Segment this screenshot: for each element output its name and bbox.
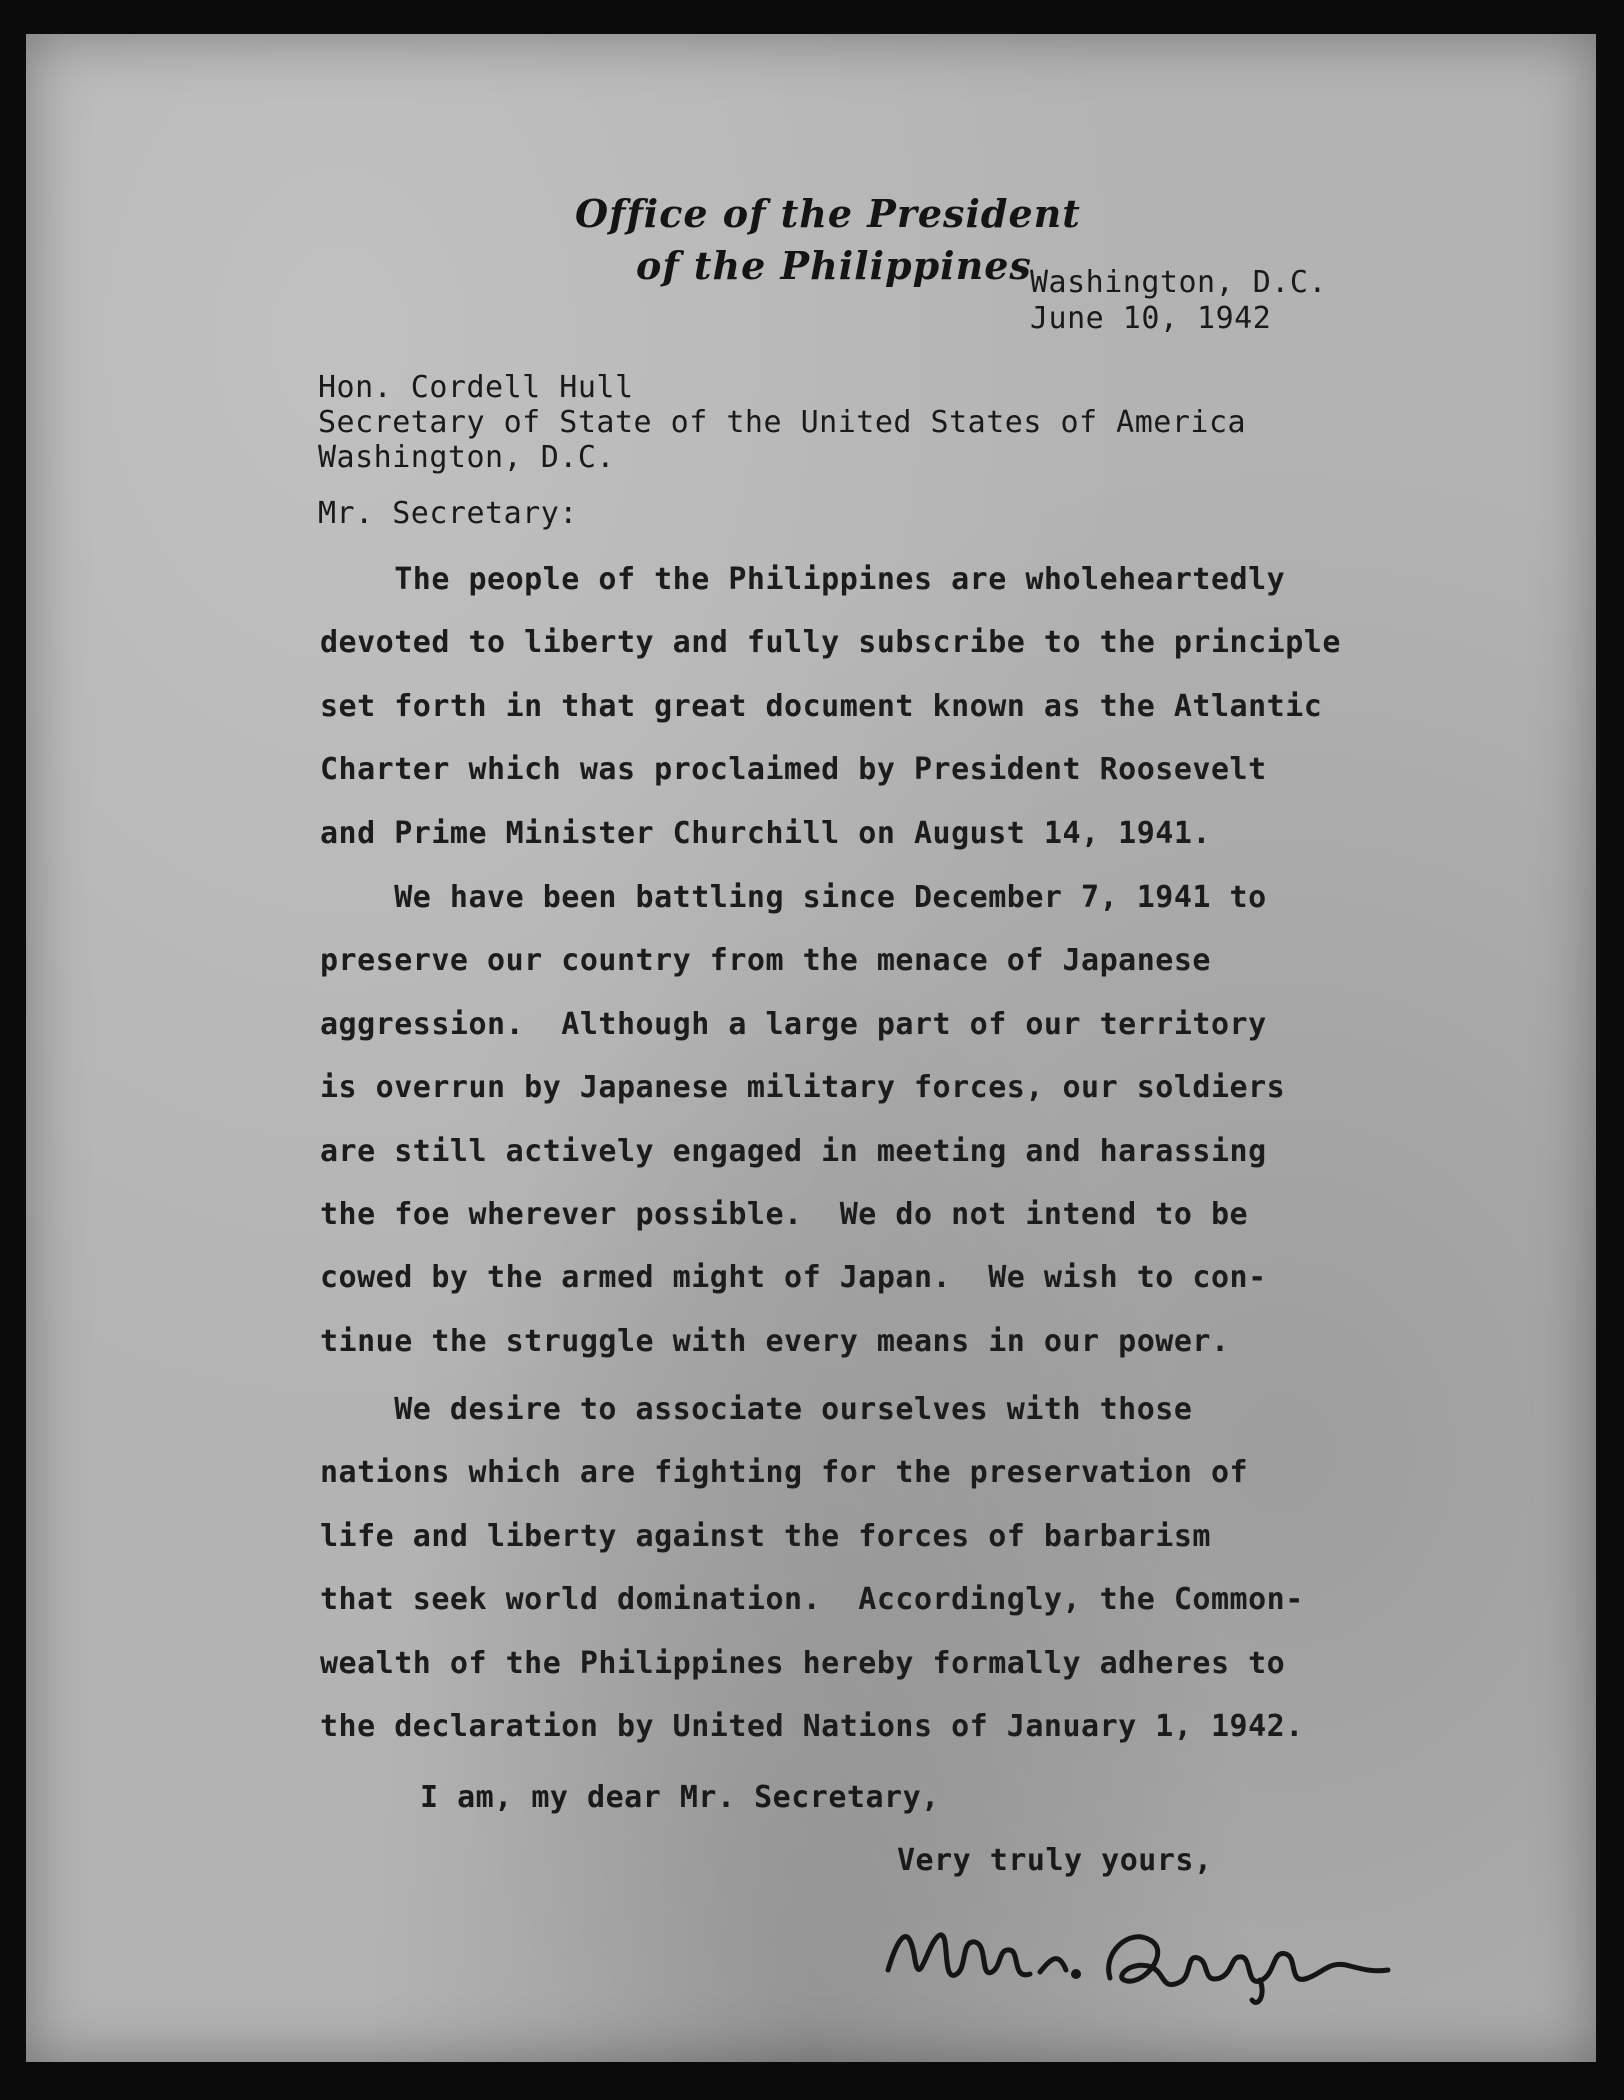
- recipient-name: Hon. Cordell Hull: [318, 370, 634, 405]
- paragraph-2: [320, 866, 1285, 1373]
- complimentary-close: Very truly yours,: [897, 1843, 1213, 1878]
- paragraph-line: tinue the struggle with every means in our power.: [320, 1323, 1230, 1359]
- recipient-address: [318, 370, 1246, 475]
- closing-line: I am, my dear Mr. Secretary,: [420, 1780, 940, 1815]
- letterhead-line-1: Office of the President: [575, 191, 1081, 236]
- signature-icon: [880, 1900, 1400, 2010]
- paragraph-line: is overrun by Japanese military forces, our soldiers: [320, 1070, 1286, 1106]
- paragraph-3: [320, 1378, 1304, 1758]
- salutation: Mr. Secretary:: [318, 496, 578, 531]
- paragraph-line: set forth in that great document known as the Atlantic: [320, 688, 1323, 724]
- recipient-city: Washington, D.C.: [318, 440, 615, 475]
- paragraph-line: nations which are fighting for the preservation of: [320, 1455, 1249, 1491]
- recipient-title: Secretary of State of the United States of America: [318, 405, 1247, 440]
- paragraph-line: aggression. Although a large part of our territory: [320, 1006, 1267, 1042]
- dateline-place: Washington, D.C.: [1030, 265, 1327, 300]
- paragraph-1: [320, 548, 1341, 865]
- paragraph-line: the foe wherever possible. We do not intend to be: [320, 1197, 1249, 1233]
- paragraph-line: We have been battling since December 7, 1941 to: [320, 880, 1267, 915]
- paragraph-line: The people of the Philippines are wholeheartedly: [320, 562, 1286, 597]
- dateline: [1030, 265, 1327, 337]
- paragraph-line: preserve our country from the menace of Japanese: [320, 943, 1211, 979]
- paragraph-line: and Prime Minister Churchill on August 14, 1941.: [320, 815, 1211, 851]
- paragraph-line: devoted to liberty and fully subscribe to the principle: [320, 625, 1341, 661]
- dateline-date: June 10, 1942: [1030, 301, 1272, 336]
- paragraph-line: that seek world domination. Accordingly, the Common-: [320, 1582, 1304, 1618]
- paragraph-line: are still actively engaged in meeting and harassing: [320, 1133, 1267, 1169]
- paragraph-line: life and liberty against the forces of barbarism: [320, 1518, 1211, 1554]
- paragraph-line: the declaration by United Nations of January 1, 1942.: [320, 1709, 1304, 1745]
- paragraph-line: We desire to associate ourselves with those: [320, 1392, 1193, 1427]
- paragraph-line: Charter which was proclaimed by President Roosevelt: [320, 752, 1267, 788]
- paragraph-line: cowed by the armed might of Japan. We wish to con-: [320, 1260, 1267, 1296]
- paragraph-line: wealth of the Philippines hereby formally adheres to: [320, 1645, 1286, 1681]
- letterhead-line-2: of the Philippines: [636, 243, 1032, 288]
